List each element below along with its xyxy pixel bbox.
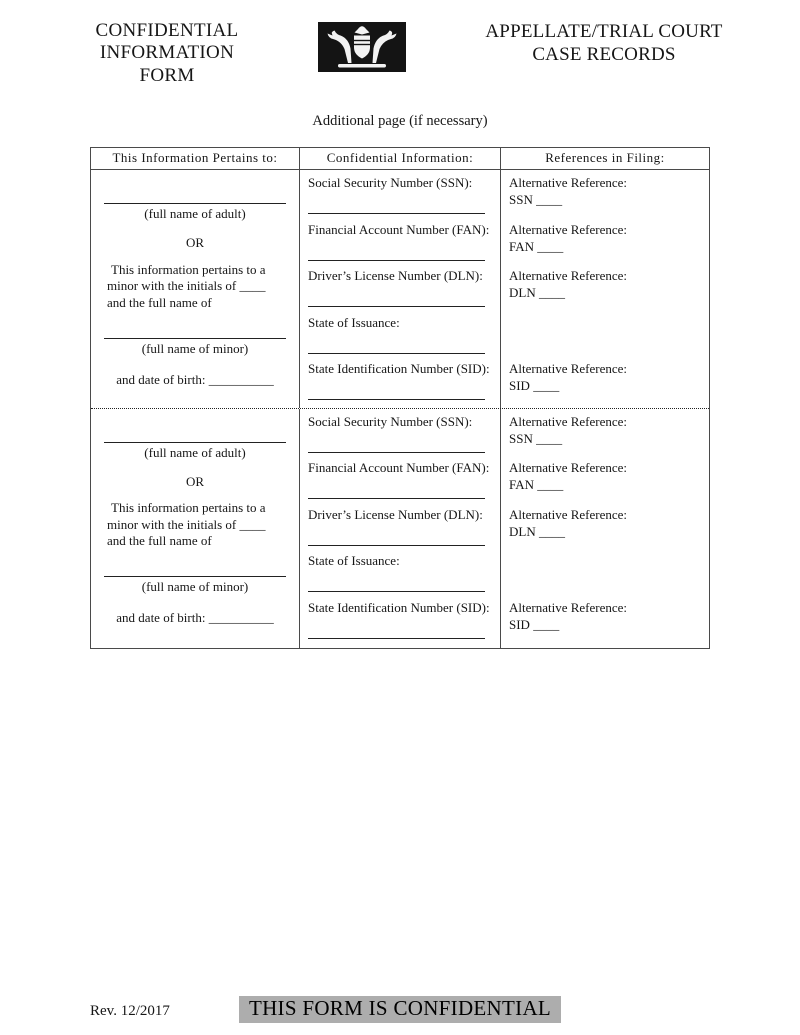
sid-label-2: State Identification Number (SID): bbox=[308, 599, 490, 615]
ssn-item-2 bbox=[308, 414, 492, 461]
minor-statement-line3: and the full name of bbox=[107, 294, 212, 310]
ssn-reference bbox=[509, 175, 701, 222]
fan-reference-label: Alternative Reference: bbox=[509, 221, 628, 237]
sid-label: State Identification Number (SID): bbox=[308, 361, 490, 377]
table-header-row bbox=[91, 148, 709, 170]
state-of-issuance-reference-empty bbox=[509, 315, 701, 362]
sid-reference-2-value: SID ____ bbox=[509, 616, 560, 632]
ssn-reference-value: SSN ____ bbox=[509, 192, 563, 208]
adult-name-caption: (full name of adult) bbox=[144, 206, 246, 222]
ssn-reference-2 bbox=[509, 414, 701, 461]
ssn-input-line[interactable] bbox=[308, 197, 485, 214]
dln-input-line[interactable] bbox=[308, 290, 485, 307]
pertains-cell-1 bbox=[91, 170, 299, 408]
ssn-label-2: Social Security Number (SSN): bbox=[308, 413, 473, 429]
sid-item-2 bbox=[308, 600, 492, 647]
ssn-item bbox=[308, 175, 492, 222]
dln-input-line-2[interactable] bbox=[308, 529, 485, 546]
sid-reference-label: Alternative Reference: bbox=[509, 361, 628, 377]
dln-reference bbox=[509, 268, 701, 315]
sid-input-line-2[interactable] bbox=[308, 622, 485, 639]
confidential-cell-1 bbox=[299, 170, 501, 408]
sid-reference bbox=[509, 361, 701, 408]
form-header bbox=[0, 0, 800, 87]
dln-reference-2 bbox=[509, 507, 701, 554]
sid-item bbox=[308, 361, 492, 408]
state-of-issuance-item bbox=[308, 315, 492, 362]
fan-label-2: Financial Account Number (FAN): bbox=[308, 460, 490, 476]
minor-name-input-line[interactable] bbox=[104, 321, 286, 339]
minor-statement-2-line2: minor with the initials of ____ bbox=[107, 516, 266, 532]
adult-name-input-line[interactable] bbox=[104, 186, 286, 204]
fan-reference-2 bbox=[509, 460, 701, 507]
dln-reference-2-label: Alternative Reference: bbox=[509, 506, 628, 522]
state-of-issuance-label: State of Issuance: bbox=[308, 314, 400, 330]
or-label: OR bbox=[185, 235, 205, 251]
pennsylvania-coat-of-arms-icon bbox=[318, 22, 406, 72]
fan-reference-2-value: FAN ____ bbox=[509, 477, 564, 493]
state-of-issuance-label-2: State of Issuance: bbox=[308, 553, 400, 569]
state-of-issuance-reference-empty-2 bbox=[509, 553, 701, 600]
minor-name-caption: (full name of minor) bbox=[141, 340, 249, 356]
sid-reference-value: SID ____ bbox=[509, 378, 560, 394]
confidential-notice: THIS FORM IS CONFIDENTIAL bbox=[239, 996, 561, 1023]
state-of-issuance-input-line-2[interactable] bbox=[308, 575, 485, 592]
state-of-issuance-input-line[interactable] bbox=[308, 337, 485, 354]
dln-reference-label: Alternative Reference: bbox=[509, 268, 628, 284]
adult-name-input-line-2[interactable] bbox=[104, 425, 286, 443]
sid-reference-2-label: Alternative Reference: bbox=[509, 599, 628, 615]
form-footer bbox=[0, 996, 800, 1022]
date-of-birth-label-2: and date of birth: __________ bbox=[116, 610, 274, 626]
adult-name-caption-2: (full name of adult) bbox=[144, 444, 246, 460]
header-pertains-to: This Information Pertains to: bbox=[112, 150, 278, 166]
ssn-reference-2-value: SSN ____ bbox=[509, 430, 563, 446]
dln-item bbox=[308, 268, 492, 315]
minor-statement bbox=[107, 262, 283, 312]
fan-reference-value: FAN ____ bbox=[509, 238, 564, 254]
ssn-reference-2-label: Alternative Reference: bbox=[509, 413, 628, 429]
minor-name-input-line-2[interactable] bbox=[104, 559, 286, 577]
references-cell-2 bbox=[501, 409, 709, 648]
minor-statement-2-line3: and the full name of bbox=[107, 533, 212, 549]
header-confidential-information: Confidential Information: bbox=[299, 148, 501, 169]
fan-reference bbox=[509, 222, 701, 269]
entry-section-1 bbox=[91, 170, 709, 408]
entry-section-2 bbox=[91, 408, 709, 648]
minor-statement-line2: minor with the initials of ____ bbox=[107, 278, 266, 294]
ssn-label: Social Security Number (SSN): bbox=[308, 175, 473, 191]
dln-reference-value: DLN ____ bbox=[509, 285, 565, 301]
minor-statement-line1: This information pertains to a bbox=[111, 261, 266, 277]
pertains-cell-2 bbox=[91, 409, 299, 648]
fan-input-line[interactable] bbox=[308, 244, 485, 261]
dln-item-2 bbox=[308, 507, 492, 554]
fan-reference-2-label: Alternative Reference: bbox=[509, 460, 628, 476]
fan-input-line-2[interactable] bbox=[308, 482, 485, 499]
ssn-input-line-2[interactable] bbox=[308, 436, 485, 453]
references-cell-1 bbox=[501, 170, 709, 408]
fan-label: Financial Account Number (FAN): bbox=[308, 221, 490, 237]
or-label-2: OR bbox=[185, 473, 205, 489]
date-of-birth-label: and date of birth: __________ bbox=[116, 371, 274, 387]
dln-reference-2-value: DLN ____ bbox=[509, 523, 565, 539]
confidential-info-table bbox=[90, 147, 710, 649]
header-references-in-filing: References in Filing: bbox=[545, 150, 665, 166]
minor-statement-2-line1: This information pertains to a bbox=[111, 500, 266, 516]
sid-input-line[interactable] bbox=[308, 383, 485, 400]
minor-name-caption-2: (full name of minor) bbox=[141, 579, 249, 595]
dln-label: Driver’s License Number (DLN): bbox=[308, 268, 483, 284]
revision-date: Rev. 12/2017 bbox=[90, 1003, 170, 1019]
state-emblem bbox=[318, 20, 406, 77]
sid-reference-2 bbox=[509, 600, 701, 647]
confidential-cell-2 bbox=[299, 409, 501, 648]
ssn-reference-label: Alternative Reference: bbox=[509, 175, 628, 191]
form-title-left: CONFIDENTIAL INFORMATION FORM bbox=[95, 20, 239, 86]
minor-statement-2 bbox=[107, 500, 283, 550]
dln-label-2: Driver’s License Number (DLN): bbox=[308, 506, 483, 522]
form-title-right: APPELLATE/TRIAL COURT CASE RECORDS bbox=[485, 21, 723, 66]
fan-item-2 bbox=[308, 460, 492, 507]
additional-page-note: Additional page (if necessary) bbox=[312, 113, 488, 130]
fan-item bbox=[308, 222, 492, 269]
state-of-issuance-item-2 bbox=[308, 553, 492, 600]
